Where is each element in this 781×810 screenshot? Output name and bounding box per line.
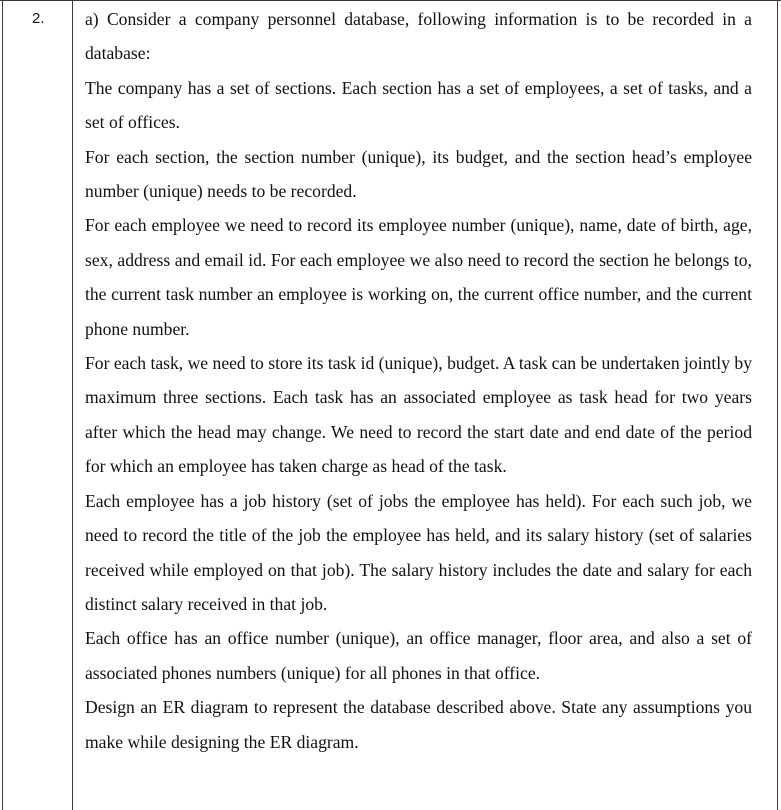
column-divider	[72, 0, 73, 810]
paragraph-employee: For each employee we need to record its employee number (unique), name, date of birth, age, sex, address and email id. For each employee we also need to record the section he belongs to, the current task number an employee is working on, the current office number, and the current phone number.	[85, 215, 752, 339]
paragraph-design-task: Design an ER diagram to represent the database described above. State any assumptions you make while designing the ER diagram.	[85, 697, 752, 752]
paragraph-intro: a) Consider a company personnel database, following information is to be recorded in a database:	[85, 9, 752, 64]
question-number: 2.	[32, 10, 45, 27]
paragraph-office: Each office has an office number (unique), an office manager, floor area, and also a set of associated phones numbers (unique) for all phones in that office.	[85, 628, 752, 683]
paragraph-task: For each task, we need to store its task id (unique), budget. A task can be undertaken jointly by maximum three sections. Each task has an associated employee as task head for two years after which the head may change. We need to record the start date and end date of the period for which an employee has taken charge as head of the task.	[85, 353, 752, 477]
table-right-border	[777, 0, 778, 810]
paragraph-section-details: For each section, the section number (unique), its budget, and the section head’s employee number (unique) needs to be recorded.	[85, 146, 752, 202]
table-left-border	[2, 0, 3, 810]
paragraph-job-history: Each employee has a job history (set of jobs the employee has held). For each such job, we need to record the title of the job the employee has held, and its salary history (set of salaries received while employed on that job). The salary history includes the date and salary for each distinct salary received in that job.	[85, 490, 752, 614]
table-top-border	[0, 0, 781, 1]
question-body	[85, 2, 752, 759]
paragraph-sections: The company has a set of sections. Each section has a set of employees, a set of tasks, and a set of offices.	[85, 77, 752, 133]
